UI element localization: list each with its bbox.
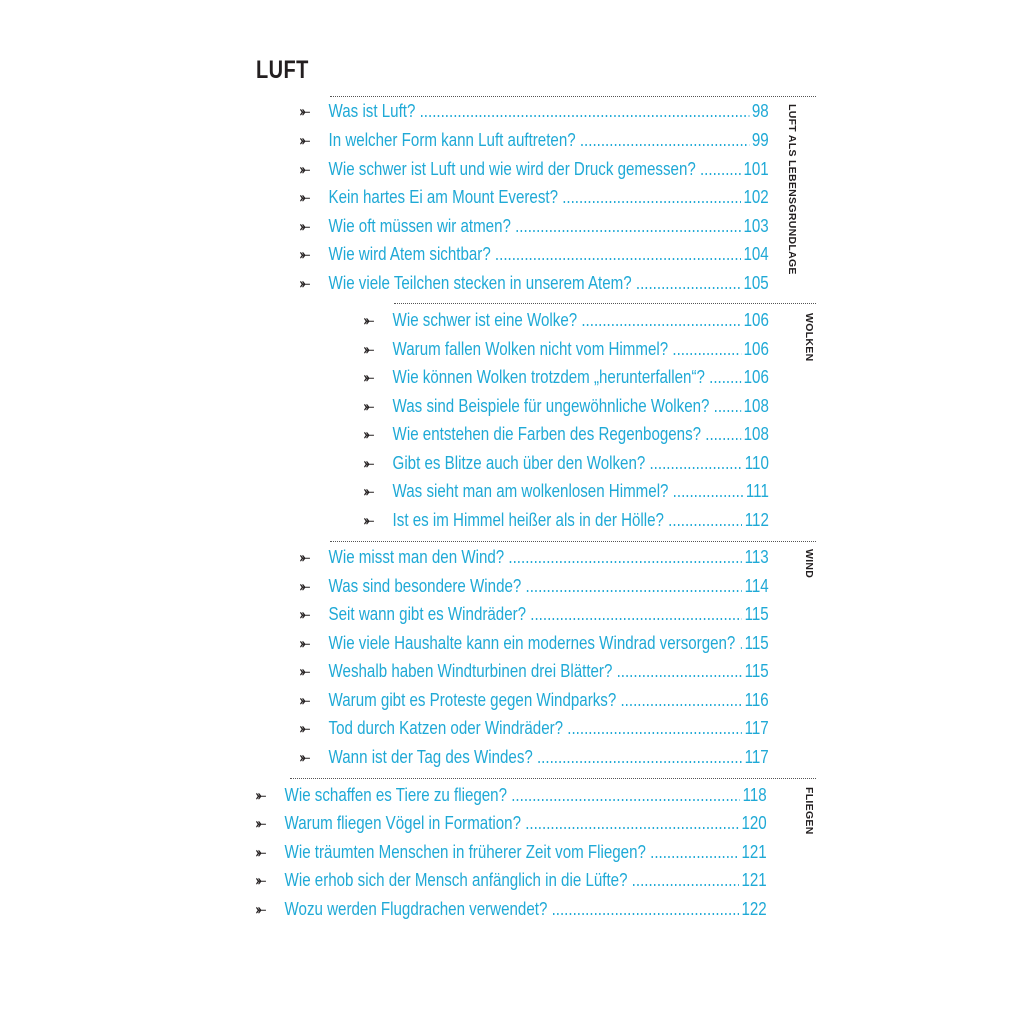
toc-entry[interactable] [300,545,769,569]
arrow-icon: ⤜ [364,311,375,329]
toc-entry-title: Wie oft müssen wir atmen? ..... [329,214,741,238]
arrow-icon: ⤜ [300,662,311,680]
toc-entry-page: 102 [743,187,769,207]
toc-entry[interactable] [256,811,767,835]
arrow-icon: ⤜ [300,691,311,709]
section-divider [394,303,816,304]
toc-entry-page: 112 [744,510,769,530]
arrow-icon: ⤜ [364,454,375,472]
toc-entry[interactable] [364,337,769,361]
toc-entry-title: Wie schaffen es Tiere zu fliegen? ..... [285,783,741,807]
arrow-icon: ⤜ [300,719,311,737]
toc-entry[interactable] [364,422,769,446]
arrow-icon: ⤜ [300,102,311,120]
toc-entry-title: Warum fliegen Vögel in Formation? ..... [285,811,739,835]
arrow-icon: ⤜ [300,605,311,623]
section-label: FLIEGEN [803,787,815,835]
arrow-icon: ⤜ [256,843,267,861]
toc-entry-title: Wie viele Haushalte kann ein modernes Windrad versorgen? ..... [329,631,743,655]
toc-entry-title: Wie viele Teilchen stecken in unserem Atem? ..... [329,271,741,295]
toc-entry-page: 108 [743,424,769,444]
arrow-icon: ⤜ [300,188,311,206]
section-divider [330,96,816,97]
toc-entry-title: Tod durch Katzen oder Windräder? ..... [329,716,743,740]
toc-entry[interactable] [256,783,767,807]
toc-entry-title: Wie entstehen die Farben des Regenbogens? ..... [393,422,742,446]
toc-entry-page: 98 [751,101,769,121]
toc-entry-title: Warum gibt es Proteste gegen Windparks? ..... [329,688,743,712]
toc-entry-page: 116 [744,690,769,710]
toc-entry-page: 101 [743,159,769,179]
toc-entry[interactable] [300,99,769,123]
toc-entry-page: 115 [744,661,769,681]
toc-entry-page: 110 [744,453,769,473]
arrow-icon: ⤜ [364,368,375,386]
toc-entry[interactable] [364,508,769,532]
arrow-icon: ⤜ [300,274,311,292]
section-label: WOLKEN [803,313,815,362]
toc-entry-title: Wie erhob sich der Mensch anfänglich in die Lüfte? ..... [285,868,739,892]
toc-entry-page: 118 [742,785,767,805]
toc-entry[interactable] [364,365,769,389]
toc-entry-title: Wie können Wolken trotzdem „herunterfallen“? ..... [393,365,742,389]
toc-entry-title: Warum fallen Wolken nicht vom Himmel? ..... [393,337,742,361]
toc-entry-page: 99 [751,130,769,150]
section-divider [290,778,816,779]
toc-entry-page: 120 [741,813,767,833]
toc-entry[interactable] [364,308,769,332]
toc-entry-title: Gibt es Blitze auch über den Wolken? ..... [393,451,743,475]
arrow-icon: ⤜ [256,786,267,804]
toc-entry-page: 115 [744,604,769,624]
toc-entry-title: Kein hartes Ei am Mount Everest? ..... [329,185,741,209]
toc-entry-title: Wie schwer ist eine Wolke? ..... [393,308,742,332]
toc-entry[interactable] [300,157,769,181]
arrow-icon: ⤜ [300,748,311,766]
arrow-icon: ⤜ [364,425,375,443]
arrow-icon: ⤜ [300,548,311,566]
toc-entry-page: 117 [744,718,769,738]
toc-entry-title: Wie wird Atem sichtbar? ..... [329,242,741,266]
toc-entry-page: 122 [741,899,767,919]
toc-entry[interactable] [300,242,769,266]
arrow-icon: ⤜ [300,160,311,178]
toc-entry-title: Wie misst man den Wind? ..... [329,545,743,569]
toc-entry[interactable] [300,602,769,626]
toc-entry-page: 106 [743,339,769,359]
toc-entry-title: Wozu werden Flugdrachen verwendet? ..... [285,897,739,921]
toc-entry[interactable] [256,868,767,892]
toc-entry-page: 121 [741,842,767,862]
toc-entry-page: 108 [743,396,769,416]
toc-entry[interactable] [300,688,769,712]
toc-entry[interactable] [256,840,767,864]
arrow-icon: ⤜ [256,814,267,832]
toc-entry-title: Seit wann gibt es Windräder? ..... [329,602,743,626]
toc-entry-title: In welcher Form kann Luft auftreten? ..... [329,128,750,152]
arrow-icon: ⤜ [300,131,311,149]
toc-entry-title: Wie schwer ist Luft und wie wird der Druck gemessen? ..... [329,157,741,181]
section-divider [330,541,816,542]
toc-entry-title: Was ist Luft? ..... [329,99,750,123]
toc-entry[interactable] [300,185,769,209]
toc-entry-page: 103 [743,216,769,236]
toc-entry-page: 121 [741,870,767,890]
arrow-icon: ⤜ [364,340,375,358]
arrow-icon: ⤜ [300,577,311,595]
arrow-icon: ⤜ [300,245,311,263]
arrow-icon: ⤜ [364,482,375,500]
toc-entry-title: Was sind besondere Winde? ..... [329,574,743,598]
toc-entry-page: 117 [744,747,769,767]
toc-entry-page: 111 [745,481,769,501]
toc-entry-page: 106 [743,310,769,330]
toc-entry-title: Wann ist der Tag des Windes? ..... [329,745,743,769]
arrow-icon: ⤜ [300,634,311,652]
toc-entry[interactable] [256,897,767,921]
arrow-icon: ⤜ [300,217,311,235]
toc-entry-title: Ist es im Himmel heißer als in der Hölle? ..... [393,508,743,532]
toc-entry[interactable] [364,394,769,418]
toc-entry-page: 115 [744,633,769,653]
toc-entry[interactable] [300,716,769,740]
section-label: LUFT ALS LEBENSGRUNDLAGE [786,104,798,275]
toc-entry-title: Wie träumten Menschen in früherer Zeit vom Fliegen? ..... [285,840,739,864]
toc-entry[interactable] [300,128,769,152]
toc-entry[interactable] [364,451,769,475]
toc-entry-title: Weshalb haben Windturbinen drei Blätter? ..... [329,659,743,683]
toc-entry-title: Was sieht man am wolkenlosen Himmel? ..... [393,479,744,503]
section-label: WIND [803,549,815,579]
toc-entry[interactable] [300,574,769,598]
toc-entry-page: 105 [743,273,769,293]
toc-entry-title: Was sind Beispiele für ungewöhnliche Wolken? ..... [393,394,742,418]
arrow-icon: ⤜ [256,900,267,918]
arrow-icon: ⤜ [256,871,267,889]
toc-entry[interactable] [364,479,769,503]
toc-entry-page: 113 [744,547,769,567]
toc-entry-page: 106 [743,367,769,387]
toc-entry[interactable] [300,271,769,295]
toc-entry[interactable] [300,659,769,683]
toc-entry-page: 104 [743,244,769,264]
arrow-icon: ⤜ [364,511,375,529]
arrow-icon: ⤜ [364,397,375,415]
page-title: LUFT [256,56,309,84]
toc-entry[interactable] [300,745,769,769]
toc-entry-page: 114 [744,576,769,596]
toc-entry[interactable] [300,631,769,655]
toc-entry[interactable] [300,214,769,238]
